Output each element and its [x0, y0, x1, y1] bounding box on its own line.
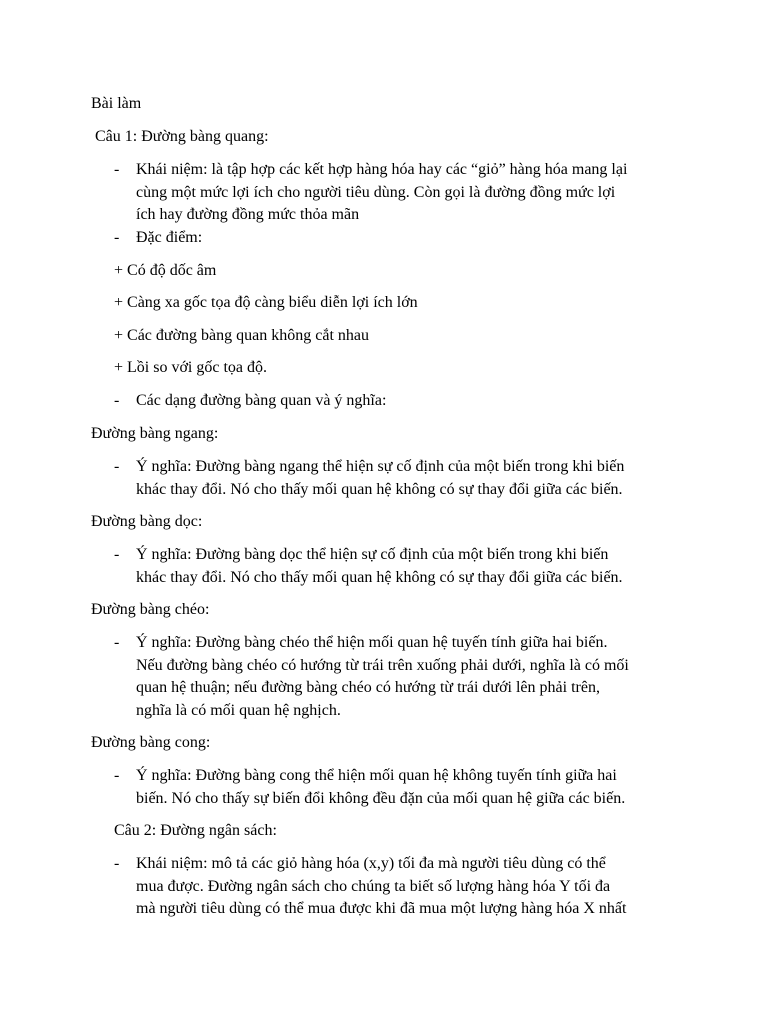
q1-types-label: Các dạng đường bàng quan và ý nghĩa:: [136, 392, 387, 409]
q1-feature-item: + Các đường bàng quan không cắt nhau: [114, 327, 369, 344]
bullet-dash: -: [114, 767, 120, 784]
curve-title: Đường bàng cong:: [91, 734, 211, 751]
heading: Bài làm: [91, 95, 142, 112]
diagonal-line: nghĩa là có mối quan hệ nghịch.: [136, 702, 341, 719]
vertical-line: Ý nghĩa: Đường bàng dọc thể hiện sự cố định của một biến trong khi biến: [136, 546, 609, 563]
bullet-dash: -: [114, 458, 120, 475]
bullet-dash: -: [114, 634, 120, 651]
q2-concept-line: Khái niệm: mô tả các giỏ hàng hóa (x,y) tối đa mà người tiêu dùng có thể: [136, 855, 606, 872]
vertical-title: Đường bàng dọc:: [91, 513, 203, 530]
q1-feature-item: + Lồi so với gốc tọa độ.: [114, 359, 268, 376]
bullet-dash: -: [114, 161, 120, 178]
diagonal-line: Ý nghĩa: Đường bàng chéo thể hiện mối quan hệ tuyến tính giữa hai biến.: [136, 634, 608, 651]
bullet-dash: -: [114, 229, 120, 246]
horizontal-title: Đường bàng ngang:: [91, 425, 219, 442]
vertical-line: khác thay đổi. Nó cho thấy mối quan hệ không có sự thay đổi giữa các biến.: [136, 569, 623, 586]
q2-concept-line: mua được. Đường ngân sách cho chúng ta biết số lượng hàng hóa Y tối đa: [136, 878, 611, 895]
q1-title: Câu 1: Đường bàng quang:: [95, 128, 269, 145]
horizontal-line: khác thay đổi. Nó cho thấy mối quan hệ không có sự thay đổi giữa các biến.: [136, 481, 623, 498]
curve-line: biến. Nó cho thấy sự biến đổi không đều đặn của mối quan hệ giữa các biến.: [136, 790, 626, 807]
q1-feature-item: + Có độ dốc âm: [114, 262, 217, 279]
bullet-dash: -: [114, 855, 120, 872]
curve-line: Ý nghĩa: Đường bàng cong thể hiện mối quan hệ không tuyến tính giữa hai: [136, 767, 617, 784]
horizontal-line: Ý nghĩa: Đường bàng ngang thể hiện sự cố định của một biến trong khi biến: [136, 458, 625, 475]
q2-concept-line: mà người tiêu dùng có thể mua được khi đã mua một lượng hàng hóa X nhất: [136, 900, 627, 917]
q1-concept-line: cùng một mức lợi ích cho người tiêu dùng. Còn gọi là đường đồng mức lợi: [136, 184, 616, 201]
q1-concept-line: ích hay đường đồng mức thỏa mãn: [136, 206, 360, 223]
diagonal-line: Nếu đường bàng chéo có hướng từ trái trên xuống phải dưới, nghĩa là có mối: [136, 657, 629, 674]
bullet-dash: -: [114, 546, 120, 563]
diagonal-title: Đường bàng chéo:: [91, 601, 210, 618]
bullet-dash: -: [114, 392, 120, 409]
q1-features-label: Đặc điểm:: [136, 229, 203, 246]
q1-concept-line: Khái niệm: là tập hợp các kết hợp hàng hóa hay các “giỏ” hàng hóa mang lại: [136, 161, 628, 178]
diagonal-line: quan hệ thuận; nếu đường bàng chéo có hướng từ trái dưới lên phải trên,: [136, 679, 600, 696]
q1-feature-item: + Càng xa gốc tọa độ càng biểu diễn lợi ích lớn: [114, 294, 418, 311]
q2-title: Câu 2: Đường ngân sách:: [114, 822, 277, 839]
